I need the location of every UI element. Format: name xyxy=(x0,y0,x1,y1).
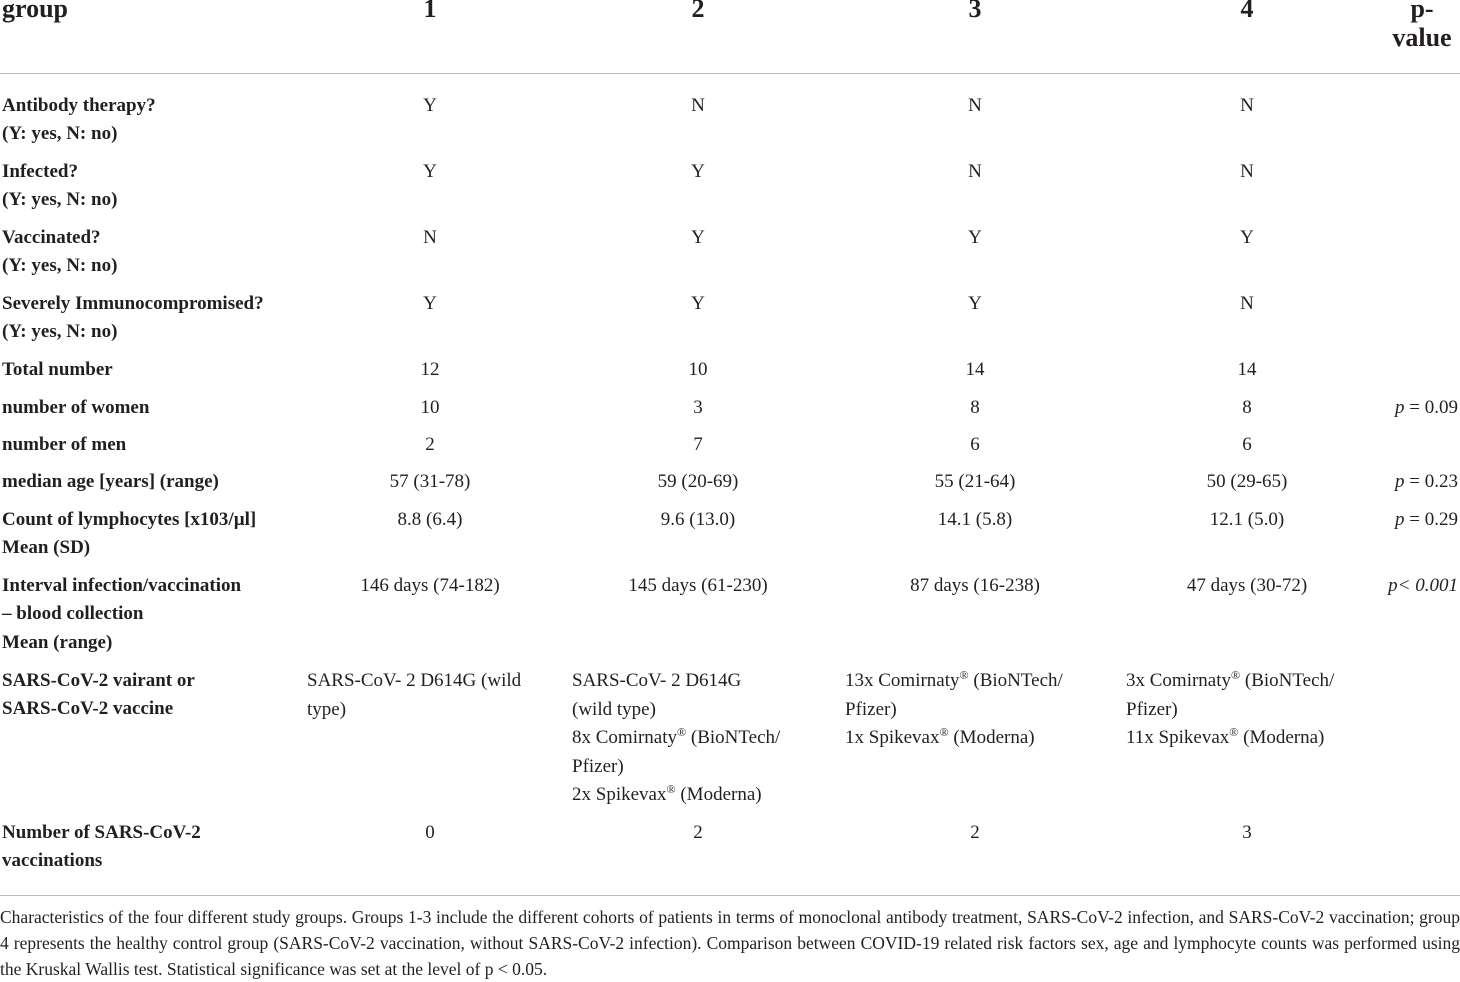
cell-col-2: 10 xyxy=(688,359,708,380)
row-label-sub: vaccinations xyxy=(2,850,103,871)
cell-line xyxy=(572,781,780,810)
row-label: Interval infection/vaccination xyxy=(2,575,242,596)
header-rule xyxy=(0,73,1460,74)
cell-col-3: 8 xyxy=(970,397,980,418)
cell-col-2 xyxy=(572,667,780,810)
cell-line: Pfizer) xyxy=(845,698,897,720)
row-label-sub: (Y: yes, N: no) xyxy=(2,123,118,144)
row-label-sub: SARS-CoV-2 vaccine xyxy=(2,698,174,719)
vaccine-maker: (Moderna) xyxy=(675,784,762,805)
cell-col-3: N xyxy=(968,161,982,182)
cell-pvalue xyxy=(1395,506,1458,535)
cell-col-4: 12.1 (5.0) xyxy=(1209,509,1285,530)
registered-mark: ® xyxy=(666,782,676,796)
cell-line: Pfizer) xyxy=(1126,698,1178,720)
row-label: Count of lymphocytes [x103/µl] xyxy=(2,509,257,530)
table-caption: Characteristics of the four different study groups. Groups 1-3 include the different cohorts of patients in terms of monoclonal antibody treatment, SARS-CoV-2 infection, and SARS-CoV-2 vaccination; group 4 represents the healthy control group (SARS-CoV-2 vaccination, without SARS-CoV-2 infection). Comparison between COVID-19 related risk factors sex, age and lymphocyte counts was performed using the Kruskal Wallis test. Statistical significance was set at the level of p < 0.05. xyxy=(0,907,1460,979)
registered-mark: ® xyxy=(1231,668,1241,682)
registered-mark: ® xyxy=(1229,725,1239,739)
vaccine-name: 1x Spikevax xyxy=(845,727,940,748)
cell-col-2: 59 (20-69) xyxy=(657,471,739,492)
header-col-1: 1 xyxy=(423,0,437,23)
cell-line: Pfizer) xyxy=(572,755,624,777)
row-label-sub2: Mean (range) xyxy=(2,632,113,653)
cell-col-4: N xyxy=(1240,161,1254,182)
cell-col-1: Y xyxy=(423,293,437,314)
row-label: number of men xyxy=(2,434,127,455)
cell-col-1: 12 xyxy=(420,359,440,380)
header-pvalue-line2: value xyxy=(1392,23,1452,52)
cell-col-4: 50 (29-65) xyxy=(1206,471,1288,492)
vaccine-name: 2x Spikevax xyxy=(572,784,667,805)
p-number: = 0.29 xyxy=(1404,509,1458,530)
vaccine-maker: (BioNTech/ xyxy=(686,727,781,748)
vaccine-name: 11x Spikevax xyxy=(1126,727,1230,748)
cell-col-4: N xyxy=(1240,95,1254,116)
cell-line xyxy=(572,724,780,753)
vaccine-maker: (Moderna) xyxy=(1238,727,1325,748)
cell-col-2: Y xyxy=(691,293,705,314)
registered-mark: ® xyxy=(959,668,969,682)
cell-col-3: N xyxy=(968,95,982,116)
cell-col-4: 6 xyxy=(1242,434,1252,455)
cell-pvalue: p< 0.001 xyxy=(1388,575,1458,596)
cell-col-1 xyxy=(307,667,521,724)
footer-rule xyxy=(0,895,1460,896)
cell-col-4: 8 xyxy=(1242,397,1252,418)
cell-col-3: 87 days (16-238) xyxy=(910,575,1040,596)
vaccine-name: 8x Comirnaty xyxy=(572,727,678,748)
cell-pvalue xyxy=(1395,468,1458,497)
row-label: Infected? xyxy=(2,161,78,182)
vaccine-maker: (Moderna) xyxy=(948,727,1035,748)
cell-col-1: 10 xyxy=(420,397,440,418)
cell-col-1: 0 xyxy=(425,822,435,843)
cell-col-1: 2 xyxy=(425,434,435,455)
vaccine-name: 13x Comirnaty xyxy=(845,670,960,691)
cell-col-1: N xyxy=(423,227,437,248)
cell-col-2: N xyxy=(691,95,705,116)
cell-col-2: 9.6 (13.0) xyxy=(660,509,736,530)
cell-line: SARS-CoV- 2 D614G xyxy=(572,670,742,691)
cell-col-3: 14.1 (5.8) xyxy=(937,509,1013,530)
cell-col-4: N xyxy=(1240,293,1254,314)
cell-col-1: Y xyxy=(423,161,437,182)
cell-col-4 xyxy=(1126,667,1334,753)
row-label: Number of SARS-CoV-2 xyxy=(2,822,201,843)
cell-line xyxy=(845,667,1063,696)
row-label-sub: – blood collection xyxy=(2,603,144,624)
p-symbol: p xyxy=(1395,397,1405,418)
cell-col-3: Y xyxy=(968,227,982,248)
row-label-sub: (Y: yes, N: no) xyxy=(2,255,118,276)
cell-line xyxy=(1126,667,1334,696)
row-label-sub: Mean (SD) xyxy=(2,537,91,558)
header-group: group xyxy=(2,0,68,23)
cell-col-1: 8.8 (6.4) xyxy=(397,509,463,530)
row-label: Severely Immunocompromised? xyxy=(2,293,264,314)
cell-col-2: 3 xyxy=(693,397,703,418)
cell-col-4: Y xyxy=(1240,227,1254,248)
cell-line: (wild type) xyxy=(572,698,656,720)
cell-line: type) xyxy=(307,698,347,720)
cell-col-3 xyxy=(845,667,1063,753)
cell-col-3: 2 xyxy=(970,822,980,843)
registered-mark: ® xyxy=(677,725,687,739)
row-label: Total number xyxy=(2,359,113,380)
cell-col-2: Y xyxy=(691,227,705,248)
row-label: number of women xyxy=(2,397,150,418)
cell-col-2: 7 xyxy=(693,434,703,455)
cell-col-4: 3 xyxy=(1242,822,1252,843)
vaccine-name: 3x Comirnaty xyxy=(1126,670,1232,691)
cell-col-2: 145 days (61-230) xyxy=(628,575,768,596)
row-label-sub: (Y: yes, N: no) xyxy=(2,321,118,342)
row-label-sub: (Y: yes, N: no) xyxy=(2,189,118,210)
header-pvalue-line1: p- xyxy=(1410,0,1434,23)
p-symbol: p xyxy=(1395,471,1405,492)
cell-col-3: 6 xyxy=(970,434,980,455)
cell-col-3: Y xyxy=(968,293,982,314)
cell-col-3: 55 (21-64) xyxy=(934,471,1016,492)
cell-col-1: 146 days (74-182) xyxy=(360,575,500,596)
cell-col-3: 14 xyxy=(965,359,985,380)
vaccine-maker: (BioNTech/ xyxy=(1240,670,1335,691)
cell-line xyxy=(1126,724,1334,753)
header-col-4: 4 xyxy=(1240,0,1254,23)
vaccine-maker: (BioNTech/ xyxy=(968,670,1063,691)
row-label: SARS-CoV-2 vairant or xyxy=(2,670,195,691)
header-col-2: 2 xyxy=(691,0,705,23)
cell-col-1: Y xyxy=(423,95,437,116)
cell-col-2: Y xyxy=(691,161,705,182)
row-label: Antibody therapy? xyxy=(2,95,156,116)
registered-mark: ® xyxy=(939,725,949,739)
p-number: = 0.09 xyxy=(1404,397,1458,418)
p-symbol: p xyxy=(1395,509,1405,530)
cell-line: SARS-CoV- 2 D614G (wild xyxy=(307,670,522,691)
cell-col-4: 14 xyxy=(1237,359,1257,380)
row-label: median age [years] (range) xyxy=(2,471,219,492)
cell-pvalue xyxy=(1395,394,1458,423)
cell-col-1: 57 (31-78) xyxy=(389,471,471,492)
cell-col-4: 47 days (30-72) xyxy=(1186,575,1308,596)
cell-line xyxy=(845,724,1063,753)
p-number: = 0.23 xyxy=(1404,471,1458,492)
cell-col-2: 2 xyxy=(693,822,703,843)
header-col-3: 3 xyxy=(968,0,982,23)
row-label: Vaccinated? xyxy=(2,227,101,248)
